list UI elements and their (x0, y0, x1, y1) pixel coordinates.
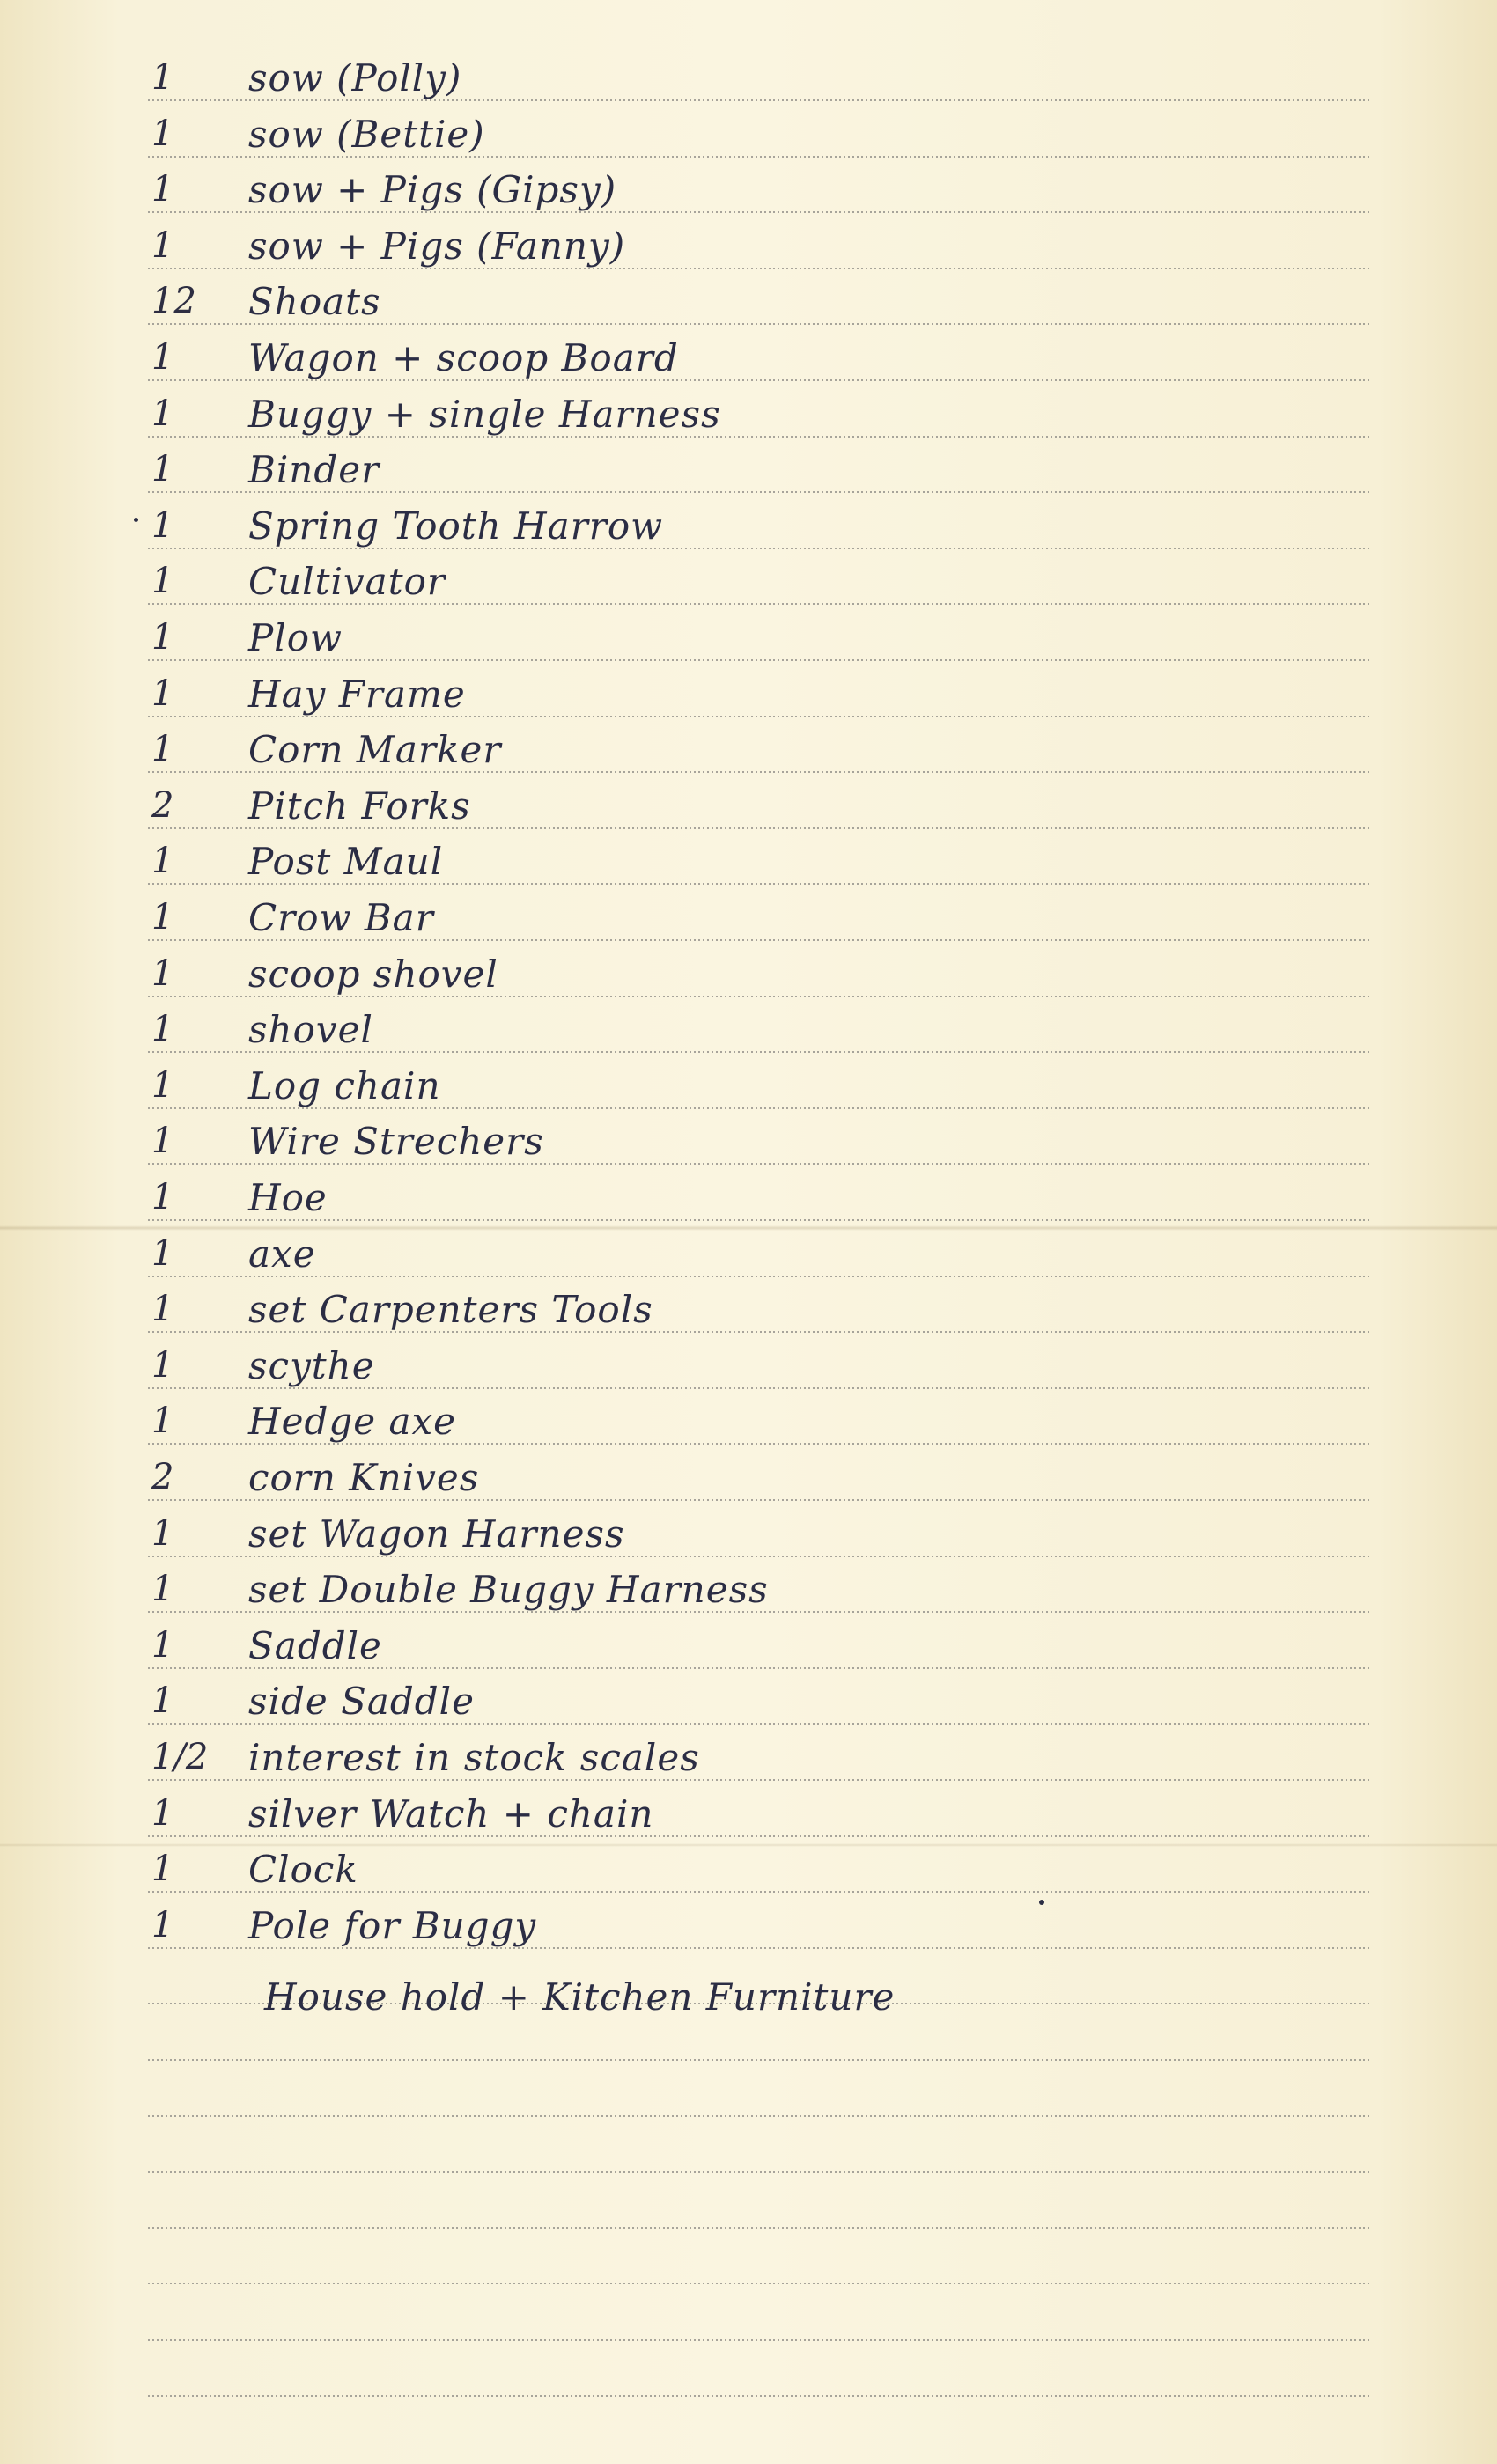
item-description: Hedge axe (248, 1400, 457, 1443)
item-quantity: 1 (151, 337, 174, 378)
item-description: corn Knives (248, 1456, 480, 1499)
household-furniture-heading: House hold + Kitchen Furniture (264, 1975, 896, 2019)
list-item (0, 609, 1497, 662)
list-item (0, 945, 1497, 998)
item-quantity: 1 (151, 225, 174, 266)
item-description: sow + Pigs (Fanny) (248, 224, 626, 268)
item-description: Plow (248, 616, 343, 659)
list-item (0, 1169, 1497, 1222)
item-quantity: 1 (151, 505, 174, 546)
ink-dot (134, 518, 138, 522)
list-item (0, 1057, 1497, 1110)
item-description: silver Watch + chain (248, 1792, 654, 1835)
item-description: Cultivator (248, 560, 446, 603)
item-quantity: 1 (151, 1345, 174, 1386)
item-description: Binder (248, 448, 380, 491)
item-quantity: 1 (151, 1401, 174, 1441)
list-item (0, 553, 1497, 606)
list-item (0, 1673, 1497, 1725)
item-quantity: 1 (151, 114, 174, 154)
list-item (0, 386, 1497, 438)
item-quantity: 1 (151, 1233, 174, 1274)
item-description: Spring Tooth Harrow (248, 504, 664, 548)
item-description: scoop shovel (248, 953, 498, 996)
item-description: Log chain (248, 1064, 441, 1107)
ink-dot (1039, 1900, 1044, 1905)
list-item (0, 1281, 1497, 1334)
item-description: interest in stock scales (248, 1736, 700, 1779)
list-item (0, 1897, 1497, 1950)
item-quantity: 1 (151, 1009, 174, 1049)
item-description: Buggy + single Harness (248, 393, 721, 436)
item-description: side Saddle (248, 1680, 475, 1723)
item-quantity: 1 (151, 1905, 174, 1945)
item-description: sow (Polly) (248, 56, 462, 99)
item-quantity: 1 (151, 729, 174, 769)
list-item (0, 1337, 1497, 1390)
item-quantity: 1 (151, 1681, 174, 1721)
item-quantity: 1 (151, 394, 174, 434)
item-quantity: 1 (151, 561, 174, 601)
item-description: shovel (248, 1008, 373, 1051)
item-quantity: 2 (151, 1457, 174, 1497)
item-description: Wagon + scoop Board (248, 336, 679, 379)
item-description: Saddle (248, 1624, 382, 1667)
item-quantity: 1 (151, 1177, 174, 1217)
item-quantity: 2 (151, 785, 174, 826)
list-item (0, 833, 1497, 886)
list-item (0, 1225, 1497, 1278)
list-item (0, 777, 1497, 830)
list-item (0, 889, 1497, 942)
item-description: Pole for Buggy (248, 1904, 537, 1947)
item-description: set Double Buggy Harness (248, 1568, 769, 1611)
item-description: sow (Bettie) (248, 113, 485, 156)
list-item (0, 1561, 1497, 1614)
item-quantity: 1 (151, 1289, 174, 1329)
item-description: Post Maul (248, 840, 444, 883)
item-quantity: 1 (151, 1065, 174, 1106)
list-item (0, 273, 1497, 326)
item-description: Hoe (248, 1176, 328, 1219)
list-item (0, 217, 1497, 270)
list-item (0, 1785, 1497, 1838)
list-item (0, 1841, 1497, 1894)
item-description: Pitch Forks (248, 784, 471, 827)
list-item (0, 1001, 1497, 1054)
item-quantity: 1 (151, 1121, 174, 1161)
item-description: Crow Bar (248, 896, 434, 939)
list-item (0, 329, 1497, 382)
item-quantity: 1 (151, 617, 174, 658)
item-description: axe (248, 1232, 316, 1276)
item-quantity: 1/2 (151, 1737, 209, 1777)
list-item (0, 497, 1497, 550)
list-item (0, 1729, 1497, 1782)
item-quantity: 1 (151, 1513, 174, 1554)
list-item (0, 161, 1497, 214)
item-quantity: 1 (151, 673, 174, 714)
item-quantity: 12 (151, 281, 196, 321)
item-quantity: 1 (151, 1793, 174, 1834)
item-description: set Wagon Harness (248, 1512, 625, 1556)
item-quantity: 1 (151, 449, 174, 489)
list-item (0, 1113, 1497, 1166)
list-item (0, 721, 1497, 774)
list-item (0, 1505, 1497, 1558)
list-item (0, 1449, 1497, 1502)
list-item (0, 1393, 1497, 1445)
list-item (0, 106, 1497, 158)
list-item (0, 666, 1497, 718)
item-quantity: 1 (151, 1849, 174, 1889)
list-item (0, 1617, 1497, 1670)
item-description: Shoats (248, 280, 381, 323)
item-quantity: 1 (151, 897, 174, 938)
item-description: scythe (248, 1344, 375, 1387)
item-quantity: 1 (151, 953, 174, 994)
list-item (0, 49, 1497, 102)
item-quantity: 1 (151, 169, 174, 210)
item-description: Hay Frame (248, 673, 466, 716)
item-quantity: 1 (151, 841, 174, 881)
item-description: set Carpenters Tools (248, 1288, 653, 1331)
item-description: Corn Marker (248, 728, 502, 771)
item-quantity: 1 (151, 1569, 174, 1609)
item-description: Wire Strechers (248, 1120, 544, 1163)
item-quantity: 1 (151, 1625, 174, 1666)
item-description: Clock (248, 1848, 358, 1891)
item-quantity: 1 (151, 57, 174, 98)
list-item (0, 441, 1497, 494)
item-description: sow + Pigs (Gipsy) (248, 168, 617, 211)
